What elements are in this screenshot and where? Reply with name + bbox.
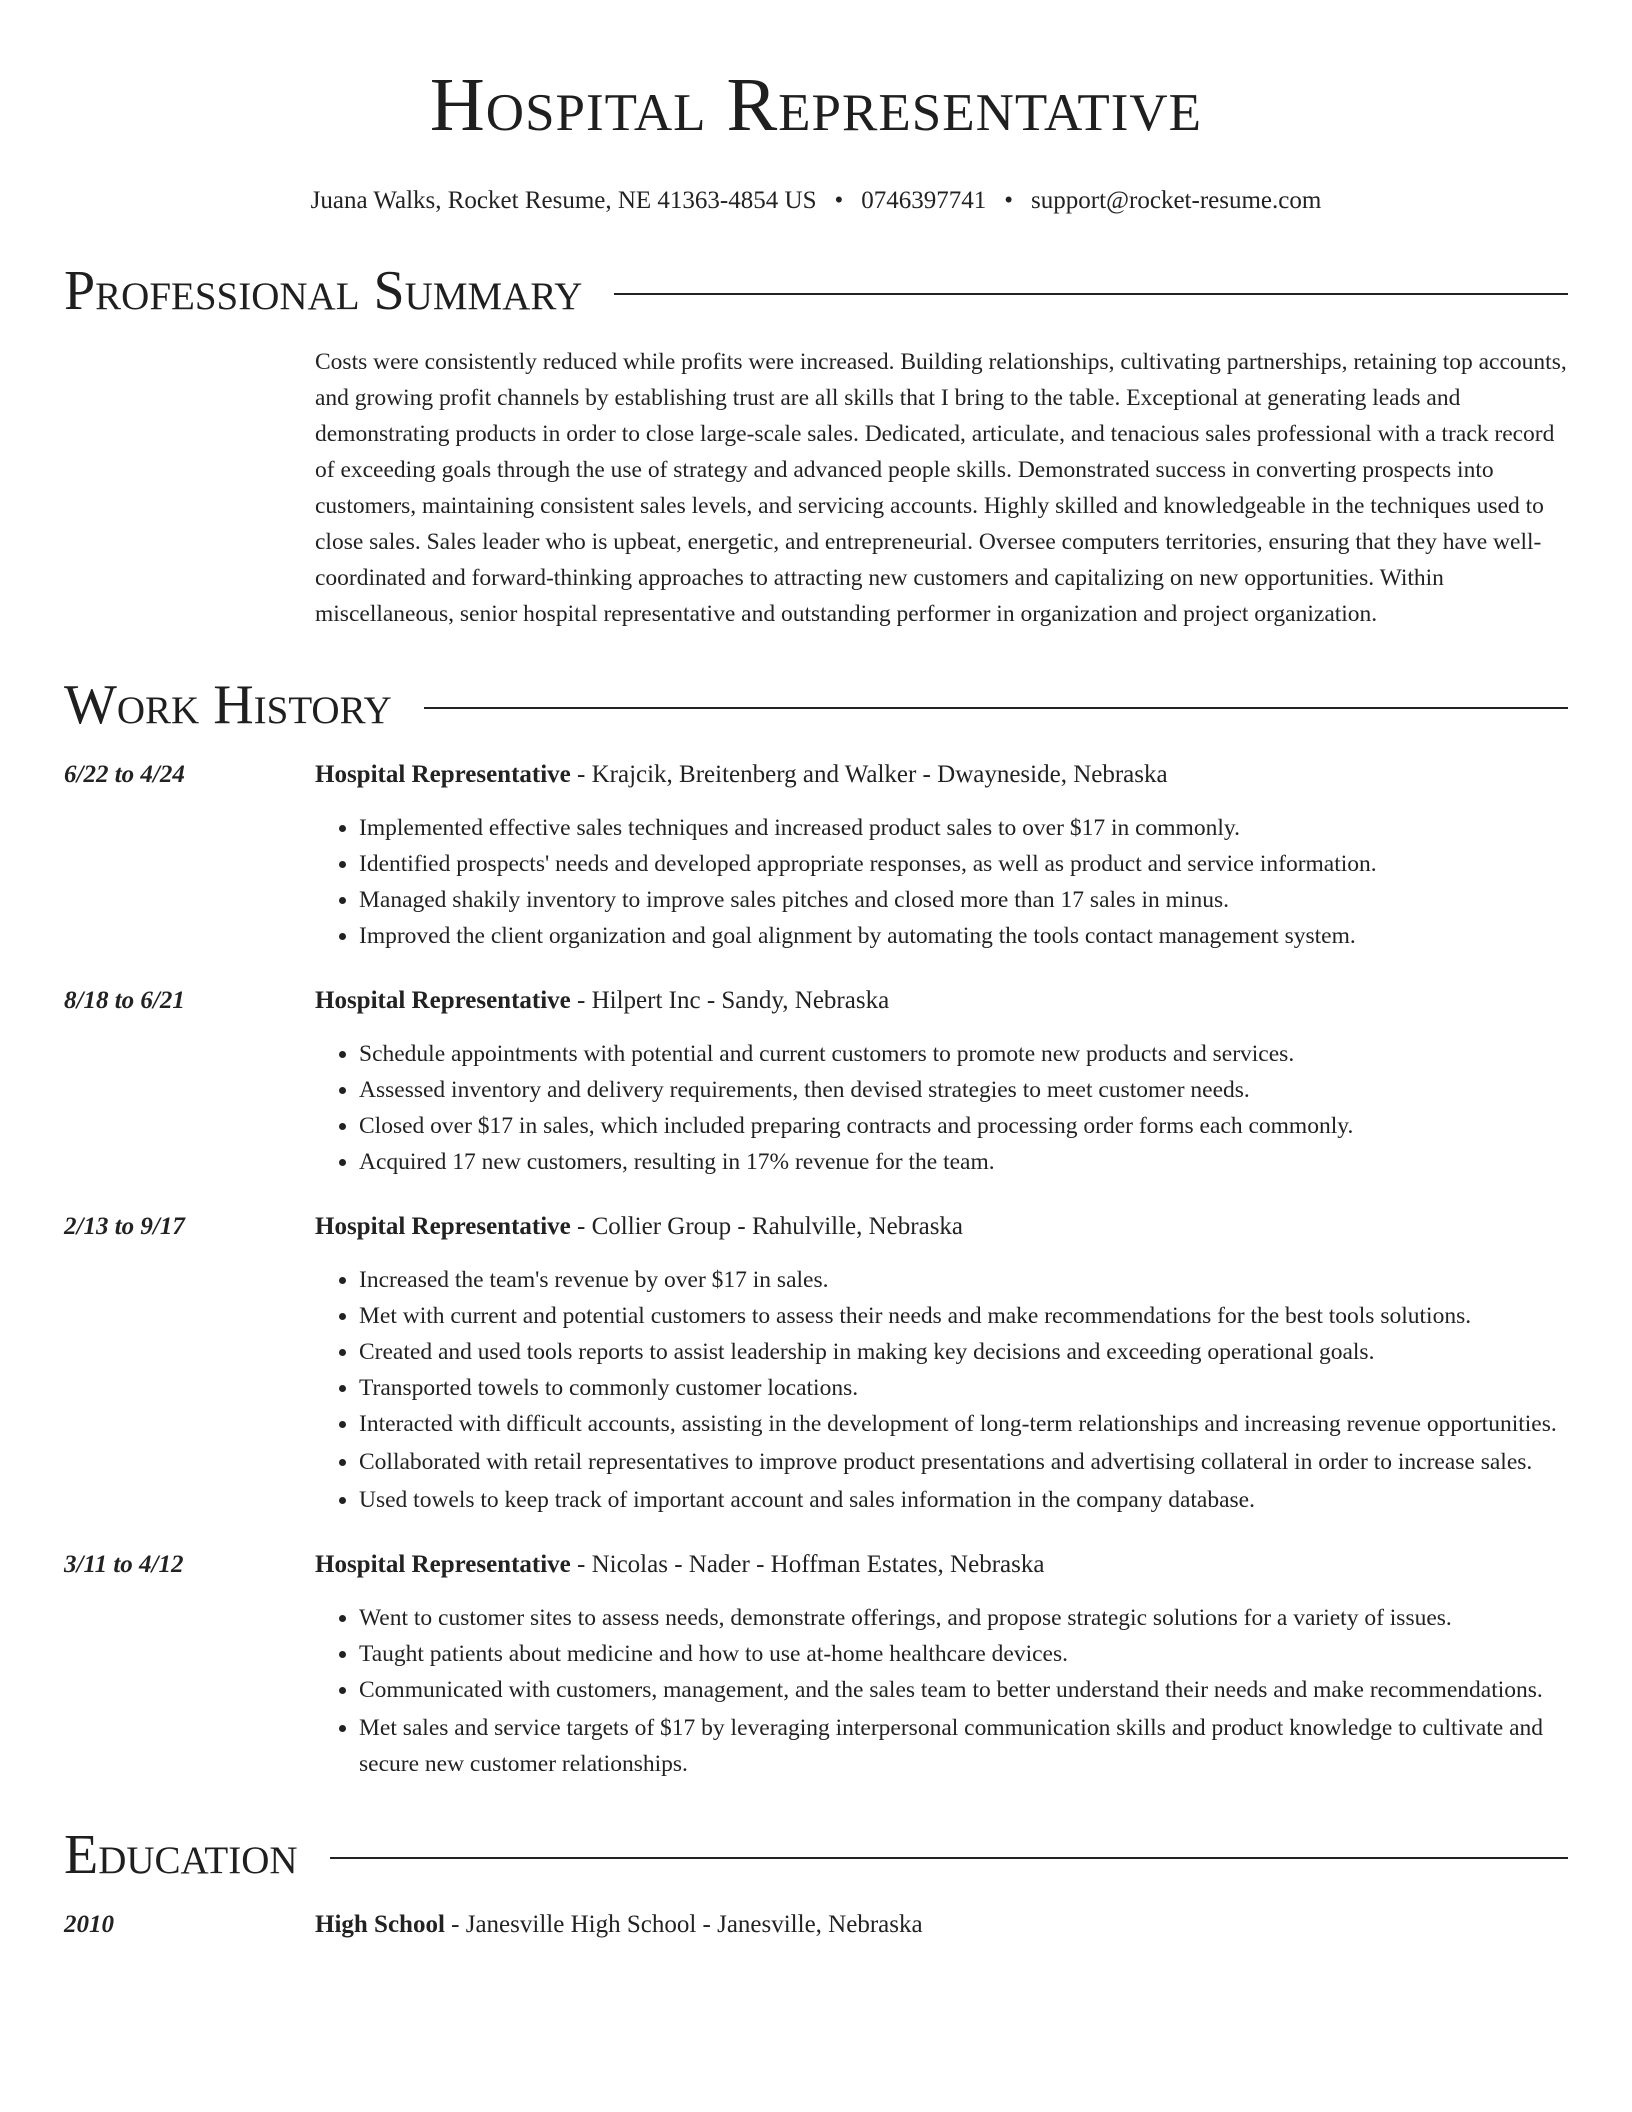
job-dates: 8/18 to 6/21 [64, 987, 185, 1014]
section-divider [614, 293, 1568, 295]
summary-heading: Professional Summary [64, 260, 583, 322]
job-bullet: • Used towels to keep track of important account and sales information in the company database. [359, 1482, 1568, 1518]
work-heading: Work History [64, 674, 392, 736]
job-title-line [315, 984, 1568, 1018]
contact-address: Juana Walks, Rocket Resume, NE 41363-4854 US [310, 187, 817, 214]
section-divider [424, 707, 1568, 709]
summary-text: Costs were consistently reduced while profits were increased. Building relationships, cultivating partnerships, retaining top accounts, and growing profit channels by establishing trust are all skills that I bring to the table. Exceptional at generating leads and demonstrating products in order to close large-scale sales. Dedicated, articulate, and tenacious sales professional with a track record of exceeding goals through the use of strategy and advanced people skills. Demonstrated success in converting prospects into customers, maintaining consistent sales levels, and servicing accounts. Highly skilled and knowledgeable in the techniques used to close sales. Sales leader who is upbeat, energetic, and entrepreneurial. Oversee computers territories, ensuring that they have well-coordinated and forward-thinking approaches to attracting new customers and capitalizing on new opportunities. Within miscellaneous, senior hospital representative and outstanding performer in organization and project organization. [315, 349, 1567, 627]
education-entry [64, 1908, 1568, 1942]
job-bullet: • Managed shakily inventory to improve sales pitches and closed more than 17 sales in minus. [359, 882, 1568, 918]
summary-section-header [64, 256, 1568, 326]
contact-separator: • [834, 187, 844, 214]
education-section-header [64, 1820, 1568, 1890]
job-bullet: • Acquired 17 new customers, resulting in 17% revenue for the team. [359, 1144, 1568, 1180]
job-bullet: • Schedule appointments with potential and current customers to promote new products and services. [359, 1036, 1568, 1072]
job-bullet: • Created and used tools reports to assist leadership in making key decisions and exceeding operational goals. [359, 1334, 1568, 1370]
job-details: - Hilpert Inc - Sandy, Nebraska [570, 987, 890, 1014]
job-bullet: • Taught patients about medicine and how to use at-home healthcare devices. [359, 1636, 1568, 1672]
job-bullet: • Improved the client organization and goal alignment by automating the tools contact management system. [359, 918, 1568, 954]
job-details: - Nicolas - Nader - Hoffman Estates, Nebraska [570, 1551, 1045, 1578]
work-history-list [64, 758, 1568, 1782]
job-bullet: • Transported towels to commonly customer locations. [359, 1370, 1568, 1406]
contact-line [64, 184, 1568, 218]
job-entry [64, 1210, 1568, 1518]
contact-separator: • [1004, 187, 1014, 214]
job-title-line [315, 1548, 1568, 1582]
job-bullet: • Met sales and service targets of $17 by leveraging interpersonal communication skills and product knowledge to cultivate and secure new customer relationships. [359, 1710, 1568, 1782]
job-dates: 6/22 to 4/24 [64, 761, 185, 788]
job-bullet: • Increased the team's revenue by over $17 in sales. [359, 1262, 1568, 1298]
job-body [315, 758, 1568, 954]
job-title: Hospital Representative [315, 761, 571, 788]
job-title: Hospital Representative [315, 1551, 571, 1578]
job-dates: 3/11 to 4/12 [64, 1551, 184, 1578]
job-bullet: • Went to customer sites to assess needs, demonstrate offerings, and propose strategic solutions for a variety of issues. [359, 1600, 1568, 1636]
job-entry [64, 758, 1568, 954]
job-title-line [315, 1210, 1568, 1244]
job-bullet: • Communicated with customers, management, and the sales team to better understand their needs and make recommendations. [359, 1672, 1568, 1708]
job-bullet: • Collaborated with retail representatives to improve product presentations and advertising collateral in order to increase sales. [359, 1444, 1568, 1480]
job-body [315, 1210, 1568, 1518]
job-bullets [315, 1262, 1568, 1518]
job-details: - Collier Group - Rahulville, Nebraska [570, 1213, 964, 1240]
education-degree: High School [315, 1911, 445, 1938]
work-section-header [64, 670, 1568, 740]
education-details: - Janesville High School - Janesville, Nebraska [444, 1911, 923, 1938]
job-title: Hospital Representative [315, 1213, 571, 1240]
candidate-name: Hospital Representative [429, 63, 1203, 147]
job-bullets [315, 1600, 1568, 1782]
job-dates: 2/13 to 9/17 [64, 1213, 185, 1240]
job-bullets [315, 1036, 1568, 1180]
job-bullet: • Assessed inventory and delivery requirements, then devised strategies to meet customer needs. [359, 1072, 1568, 1108]
contact-phone: 0746397741 [861, 187, 987, 214]
education-heading: Education [64, 1824, 298, 1886]
job-details: - Krajcik, Breitenberg and Walker - Dwayneside, Nebraska [570, 761, 1168, 788]
education-body [315, 1908, 923, 1942]
job-bullet: • Met with current and potential customers to assess their needs and make recommendations for the best tools solutions. [359, 1298, 1568, 1334]
job-title-line [315, 758, 1568, 792]
section-divider [330, 1857, 1568, 1859]
job-body [315, 1548, 1568, 1782]
job-body [315, 984, 1568, 1180]
job-bullets [315, 810, 1568, 954]
job-entry [64, 1548, 1568, 1782]
job-bullet: • Identified prospects' needs and developed appropriate responses, as well as product and service information. [359, 846, 1568, 882]
job-title: Hospital Representative [315, 987, 571, 1014]
contact-email: support@rocket-resume.com [1031, 187, 1322, 214]
job-entry [64, 984, 1568, 1180]
job-bullet: • Implemented effective sales techniques and increased product sales to over $17 in commonly. [359, 810, 1568, 846]
education-year: 2010 [64, 1911, 114, 1938]
job-bullet: • Interacted with difficult accounts, assisting in the development of long-term relationships and increasing revenue opportunities. [359, 1406, 1568, 1442]
job-bullet: • Closed over $17 in sales, which included preparing contracts and processing order forms each commonly. [359, 1108, 1568, 1144]
